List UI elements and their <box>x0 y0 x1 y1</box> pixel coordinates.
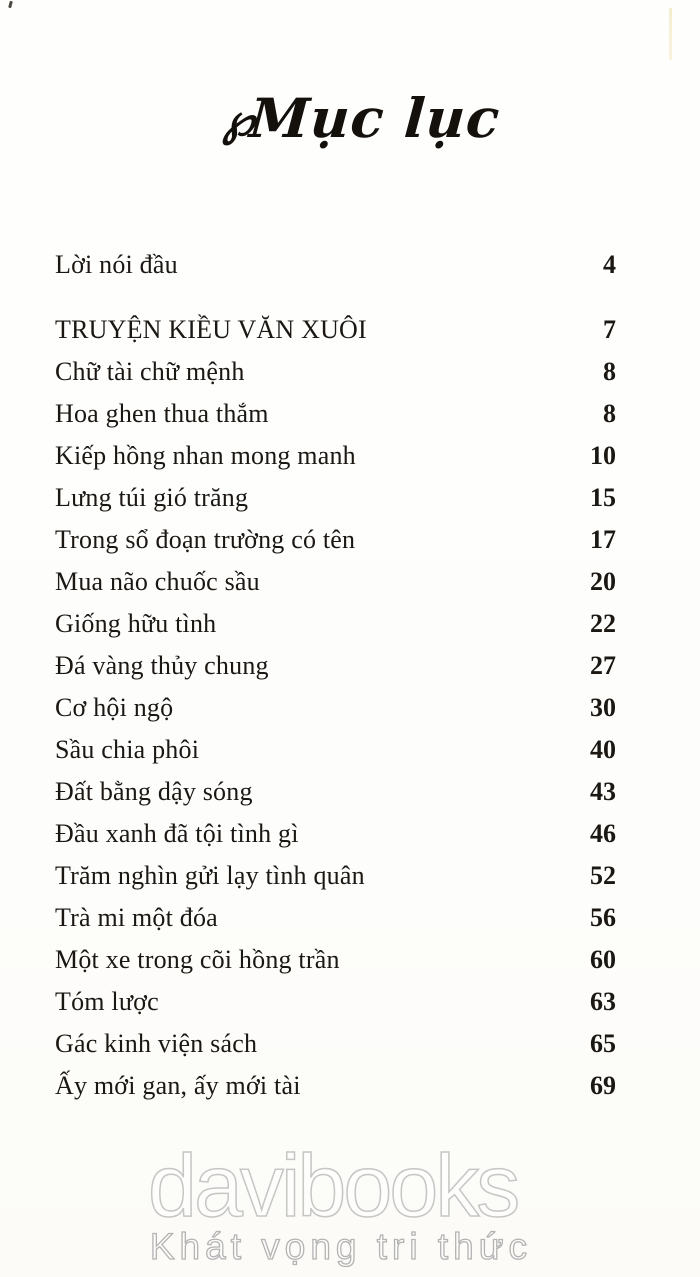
toc-entry-label: Đá vàng thủy chung <box>55 651 269 680</box>
scan-speck <box>8 1 13 9</box>
toc-row <box>55 687 616 729</box>
toc-row <box>55 519 616 561</box>
toc-row <box>55 351 616 393</box>
toc-entry-page: 52 <box>590 861 616 890</box>
toc-entry-label: Đất bằng dậy sóng <box>55 777 253 806</box>
toc-entry-label: Sầu chia phôi <box>55 735 200 764</box>
toc-row <box>55 561 616 603</box>
toc-row <box>55 897 616 939</box>
toc-entry-page: 40 <box>590 735 616 764</box>
watermark-tagline: Khát vọng tri thức <box>149 1226 532 1267</box>
title-flourish-icon: ℘ <box>222 95 258 146</box>
table-of-contents <box>55 244 616 1107</box>
toc-entry-label: Đầu xanh đã tội tình gì <box>55 819 299 848</box>
toc-row <box>55 939 616 981</box>
toc-entry-page: 8 <box>603 399 616 428</box>
toc-entry-page: 65 <box>590 1029 616 1058</box>
toc-entry-label: Kiếp hồng nhan mong manh <box>55 441 356 470</box>
toc-entry-label: Trong sổ đoạn trường có tên <box>55 525 356 554</box>
toc-entry-label: Tóm lược <box>55 987 159 1016</box>
toc-entry-label: Ấy mới gan, ấy mới tài <box>55 1071 301 1100</box>
toc-entry-label: Gác kinh viện sách <box>55 1029 258 1058</box>
toc-entry-label: TRUYỆN KIỀU VĂN XUÔI <box>55 315 367 344</box>
toc-entry-label: Lưng túi gió trăng <box>55 483 249 512</box>
toc-entry-page: 30 <box>590 693 616 722</box>
toc-entry-page: 46 <box>590 819 616 848</box>
page-title-text: Mục lục <box>247 86 503 150</box>
toc-entry-page: 22 <box>590 609 616 638</box>
toc-entry-page: 63 <box>590 987 616 1016</box>
toc-entry-page: 10 <box>590 441 616 470</box>
toc-row <box>55 309 616 351</box>
toc-row <box>55 1065 616 1107</box>
toc-row <box>55 435 616 477</box>
toc-entry-page: 20 <box>590 567 616 596</box>
toc-entry-page: 60 <box>590 945 616 974</box>
toc-row <box>55 244 616 286</box>
toc-entry-label: Cơ hội ngộ <box>55 693 174 722</box>
toc-row <box>55 603 616 645</box>
toc-row <box>55 729 616 771</box>
toc-row <box>55 393 616 435</box>
toc-entry-label: Lời nói đầu <box>55 250 178 279</box>
toc-entry-label: Hoa ghen thua thắm <box>55 399 269 428</box>
toc-entry-page: 4 <box>603 250 616 279</box>
toc-row <box>55 1023 616 1065</box>
toc-entry-label: Chữ tài chữ mệnh <box>55 357 245 386</box>
toc-entry-label: Giống hữu tình <box>55 609 217 638</box>
toc-entry-page: 27 <box>590 651 616 680</box>
toc-row <box>55 981 616 1023</box>
toc-entry-page: 8 <box>603 357 616 386</box>
toc-entry-page: 56 <box>590 903 616 932</box>
toc-row <box>55 855 616 897</box>
toc-entry-page: 17 <box>590 525 616 554</box>
title-area <box>0 86 700 150</box>
toc-entry-label: Trà mi một đóa <box>55 903 218 932</box>
toc-row <box>55 813 616 855</box>
scan-edge-artifact <box>669 8 672 60</box>
toc-entry-page: 7 <box>603 315 616 344</box>
toc-entry-page: 43 <box>590 777 616 806</box>
toc-entry-page: 15 <box>590 483 616 512</box>
toc-entry-page: 69 <box>590 1071 616 1100</box>
watermark-brand: davibooks <box>148 1136 518 1235</box>
toc-entry-label: Một xe trong cõi hồng trần <box>55 945 340 974</box>
toc-entry-label: Trăm nghìn gửi lạy tình quân <box>55 861 365 890</box>
toc-row <box>55 477 616 519</box>
toc-row <box>55 771 616 813</box>
toc-row <box>55 645 616 687</box>
toc-entry-label: Mua não chuốc sầu <box>55 567 260 596</box>
page-title <box>222 86 503 150</box>
